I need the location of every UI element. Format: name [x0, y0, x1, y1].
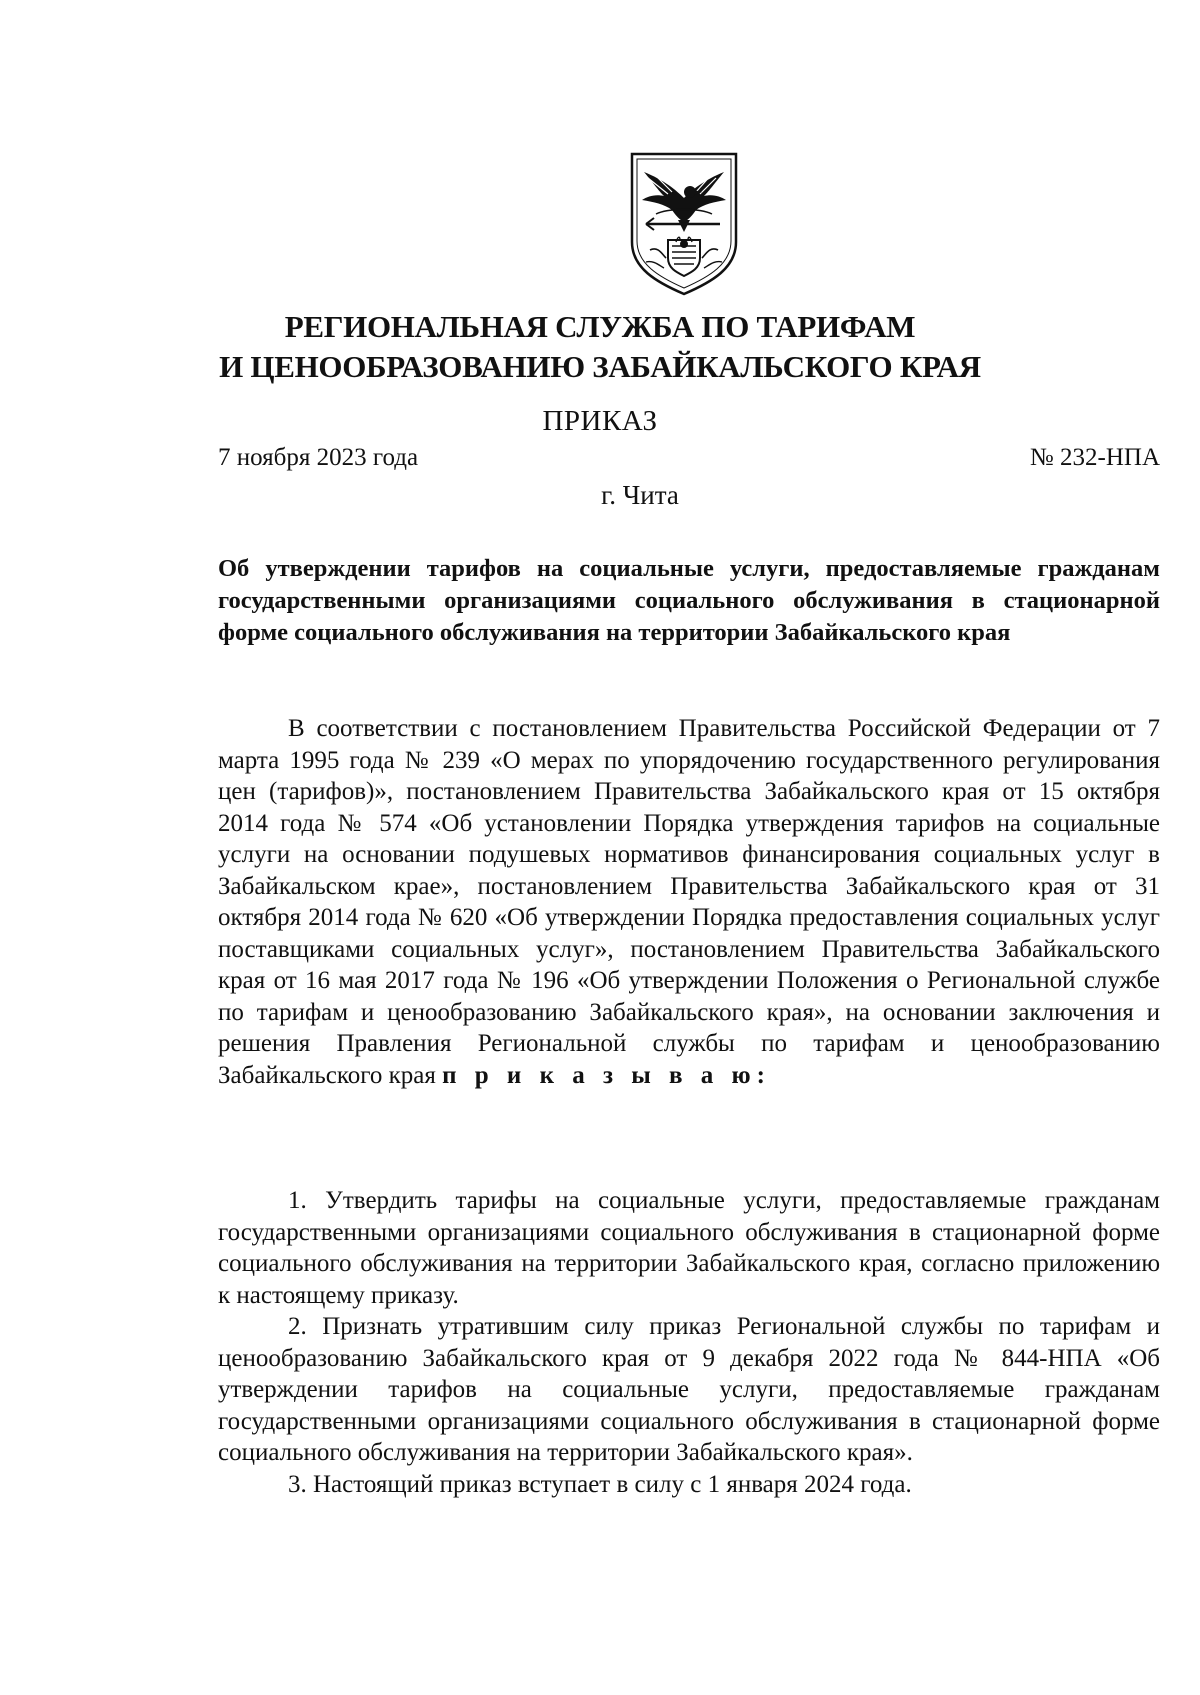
order-date: 7 ноября 2023 года: [218, 444, 419, 471]
order-number: № 232-НПА: [1029, 444, 1160, 471]
order-items: [218, 1185, 1160, 1500]
order-item-3: 3. Настоящий приказ вступает в силу с 1 января 2024 года.: [288, 1470, 912, 1498]
order-city: г. Чита: [601, 480, 679, 510]
document-type-title: ПРИКАЗ: [542, 405, 658, 437]
decree-word: п р и к а з ы в а ю:: [442, 1061, 771, 1089]
organization-name-line-2: И ЦЕНООБРАЗОВАНИЮ ЗАБАЙКАЛЬСКОГО КРАЯ: [219, 349, 981, 384]
coat-of-arms-icon: [628, 150, 740, 298]
preamble-paragraph: [218, 713, 1160, 1091]
order-item-2: 2. Признать утратившим силу приказ Региональной службы по тарифам и ценообразованию Забайкальского края от 9 декабря 2022 года № 844-НПА «Об утверждении тарифов на социальные услуги, предоставляемые гражданам государственными организациями социального обслуживания в стационарной форме социального обслуживания на территории Забайкальского края».: [218, 1313, 1160, 1466]
order-subject: Об утверждении тарифов на социальные услуги, предоставляемые гражданам государственными организациями социального обслуживания в стационарной форме социального обслуживания на территории Забайкальского края: [218, 555, 1160, 646]
preamble-text: В соответствии с постановлением Правительства Российской Федерации от 7 марта 1995 года № 239 «О мерах по упорядочению государственного регулирования цен (тарифов)», постановлением Правительства Забайкальского края от 15 октября 2014 года № 574 «Об установлении Порядка утверждения тарифов на социальные услуги на основании подушевых нормативов финансирования социальных услуг в Забайкальском крае», постановлением Правительства Забайкальского края от 31 октября 2014 года № 620 «Об утверждении Порядка предоставления социальных услуг поставщиками социальных услуг», постановлением Правительства Забайкальского края от 16 мая 2017 года № 196 «Об утверждении Положения о Региональной службе по тарифам и ценообразованию Забайкальского края», на основании заключения и решения Правления Региональной службы по тарифам и ценообразованию Забайкальского края: [218, 715, 1160, 1089]
organization-name-line-1: РЕГИОНАЛЬНАЯ СЛУЖБА ПО ТАРИФАМ: [284, 309, 916, 344]
order-item-1: 1. Утвердить тарифы на социальные услуги, предоставляемые гражданам государственными организациями социального обслуживания в стационарной форме социального обслуживания на территории Забайкальского края, согласно приложению к настоящему приказу.: [218, 1187, 1160, 1309]
